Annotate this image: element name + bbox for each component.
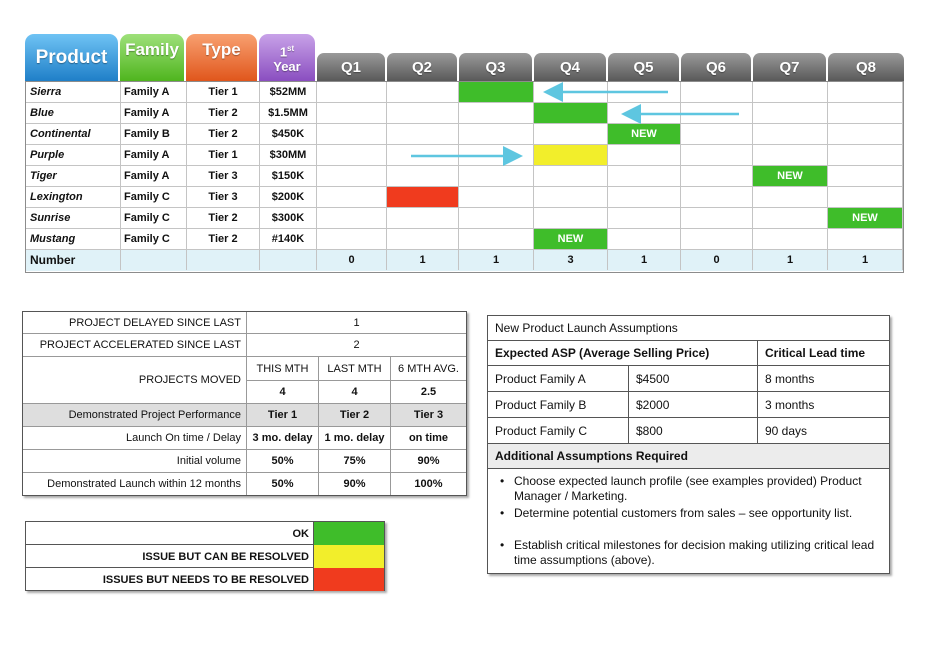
launch-tier-3: on time bbox=[391, 427, 466, 450]
bullet-2-text: Determine potential customers from sales – see opportunity list. bbox=[514, 506, 853, 520]
product-tier: Tier 1 bbox=[187, 82, 260, 102]
product-family: Family C bbox=[121, 187, 187, 207]
family-c-label: Product Family C bbox=[488, 418, 629, 444]
bullet-3 bbox=[500, 538, 880, 568]
arrows-layer bbox=[26, 82, 903, 272]
first-year-revenue: #140K bbox=[260, 229, 317, 249]
legend-ok-label: OK bbox=[26, 522, 314, 545]
roadmap-grid bbox=[25, 81, 904, 273]
product-family: Family C bbox=[121, 229, 187, 249]
status-cell-green: NEW bbox=[534, 229, 608, 249]
family-c-lead: 90 days bbox=[758, 418, 889, 444]
product-family: Family A bbox=[121, 82, 187, 102]
family-a-lead: 8 months bbox=[758, 366, 889, 392]
performance-table bbox=[22, 311, 467, 496]
tier-2: Tier 2 bbox=[319, 404, 391, 427]
legend-resolvable-label: ISSUE BUT CAN BE RESOLVED bbox=[26, 545, 314, 568]
product-tier: Tier 3 bbox=[187, 187, 260, 207]
volume-tier-2: 75% bbox=[319, 450, 391, 473]
product-name: Continental bbox=[26, 124, 121, 144]
status-cell-green: NEW bbox=[753, 166, 828, 186]
product-family: Family A bbox=[121, 145, 187, 165]
header-q7: Q7 bbox=[753, 53, 826, 81]
product-tier: Tier 2 bbox=[187, 229, 260, 249]
status-cell-green: NEW bbox=[828, 208, 903, 228]
quarter-total: 3 bbox=[534, 250, 608, 270]
product-family: Family A bbox=[121, 103, 187, 123]
bullet-3-text: Establish critical milestones for decision making utilizing critical lead time assumptions (above). bbox=[514, 538, 875, 567]
first-year-revenue: $30MM bbox=[260, 145, 317, 165]
header-year-num: 1 bbox=[279, 44, 288, 60]
product-name: Sunrise bbox=[26, 208, 121, 228]
product-name: Blue bbox=[26, 103, 121, 123]
product-family: Family B bbox=[121, 124, 187, 144]
product-name: Purple bbox=[26, 145, 121, 165]
header-q5: Q5 bbox=[608, 53, 679, 81]
quarter-total: 1 bbox=[608, 250, 681, 270]
product-tier: Tier 1 bbox=[187, 145, 260, 165]
additional-title: Additional Assumptions Required bbox=[488, 444, 889, 469]
lead-header: Critical Lead time bbox=[758, 341, 889, 366]
within-tier-1: 50% bbox=[247, 473, 319, 495]
launch-tier-1: 3 mo. delay bbox=[247, 427, 319, 450]
header-q2: Q2 bbox=[387, 53, 457, 81]
product-tier: Tier 2 bbox=[187, 208, 260, 228]
family-a-label: Product Family A bbox=[488, 366, 629, 392]
status-cell-green: NEW bbox=[608, 124, 681, 144]
status-legend bbox=[25, 521, 385, 591]
header-q4: Q4 bbox=[534, 53, 606, 81]
moved-header-this: THIS MTH bbox=[247, 357, 319, 381]
tier-1: Tier 1 bbox=[247, 404, 319, 427]
volume-label: Initial volume bbox=[23, 450, 247, 473]
first-year-revenue: $450K bbox=[260, 124, 317, 144]
header-type: Type bbox=[186, 34, 257, 81]
header-family: Family bbox=[120, 34, 184, 81]
header-first-year bbox=[259, 34, 315, 81]
within-tier-3: 100% bbox=[414, 478, 443, 490]
product-tier: Tier 2 bbox=[187, 124, 260, 144]
accelerated-label: PROJECT ACCELERATED SINCE LAST bbox=[23, 334, 247, 357]
header-q6: Q6 bbox=[681, 53, 751, 81]
moved-label: PROJECTS MOVED bbox=[23, 357, 247, 404]
header-product: Product bbox=[25, 34, 118, 81]
family-a-asp: $4500 bbox=[629, 366, 758, 392]
legend-green-swatch bbox=[314, 522, 384, 545]
legend-ok-row bbox=[26, 522, 384, 545]
moved-value-avg: 2.5 bbox=[391, 381, 466, 404]
legend-needs-label: ISSUES BUT NEEDS TO BE RESOLVED bbox=[26, 568, 314, 591]
volume-tier-3: 90% bbox=[391, 450, 466, 473]
launch-assumptions bbox=[487, 315, 890, 574]
product-family: Family C bbox=[121, 208, 187, 228]
product-name: Lexington bbox=[26, 187, 121, 207]
legend-needs-row bbox=[26, 568, 384, 591]
legend-red-swatch bbox=[314, 568, 384, 591]
first-year-revenue: $150K bbox=[260, 166, 317, 186]
bullet-dot: • bbox=[500, 506, 505, 520]
moved-value-last: 4 bbox=[319, 381, 391, 404]
volume-tier-1: 50% bbox=[247, 450, 319, 473]
totals-label: Number bbox=[26, 250, 121, 270]
delayed-label: PROJECT DELAYED SINCE LAST bbox=[23, 312, 247, 334]
delayed-value: 1 bbox=[247, 312, 466, 334]
assumptions-title: New Product Launch Assumptions bbox=[488, 316, 889, 341]
quarter-total: 1 bbox=[753, 250, 828, 270]
moved-value-this: 4 bbox=[247, 381, 319, 404]
quarter-total: 1 bbox=[459, 250, 534, 270]
quarter-total: 0 bbox=[681, 250, 753, 270]
family-b-label: Product Family B bbox=[488, 392, 629, 418]
first-year-revenue: $300K bbox=[260, 208, 317, 228]
header-q8: Q8 bbox=[828, 53, 904, 81]
bullet-1 bbox=[500, 474, 880, 504]
bullet-dot: • bbox=[500, 474, 505, 488]
family-b-lead: 3 months bbox=[758, 392, 889, 418]
product-name: Tiger bbox=[26, 166, 121, 186]
product-name: Sierra bbox=[26, 82, 121, 102]
header-q1: Q1 bbox=[317, 53, 385, 81]
within-tier-2: 90% bbox=[319, 473, 391, 495]
family-c-asp: $800 bbox=[629, 418, 758, 444]
tier-3: Tier 3 bbox=[391, 404, 466, 427]
first-year-revenue: $200K bbox=[260, 187, 317, 207]
bullet-2 bbox=[500, 506, 880, 521]
product-name: Mustang bbox=[26, 229, 121, 249]
within-label: Demonstrated Launch within 12 months bbox=[23, 473, 247, 495]
quarter-total: 1 bbox=[828, 250, 903, 270]
family-b-asp: $2000 bbox=[629, 392, 758, 418]
product-tier: Tier 2 bbox=[187, 103, 260, 123]
header-year-sup: st bbox=[287, 43, 295, 53]
bullet-dot: • bbox=[500, 538, 505, 552]
quarter-total: 0 bbox=[317, 250, 387, 270]
legend-resolvable-row bbox=[26, 545, 384, 568]
header-year-word: Year bbox=[273, 59, 301, 75]
product-tier: Tier 3 bbox=[187, 166, 260, 186]
quarter-total: 1 bbox=[387, 250, 459, 270]
perf-label: Demonstrated Project Performance bbox=[23, 404, 247, 427]
launch-tier-2: 1 mo. delay bbox=[319, 427, 391, 450]
bullet-1-text: Choose expected launch profile (see examples provided) Product Manager / Marketing. bbox=[514, 474, 862, 503]
first-year-revenue: $52MM bbox=[260, 82, 317, 102]
asp-header: Expected ASP (Average Selling Price) bbox=[488, 341, 758, 366]
launch-label: Launch On time / Delay bbox=[23, 427, 247, 450]
product-family: Family A bbox=[121, 166, 187, 186]
moved-header-last: LAST MTH bbox=[319, 357, 391, 381]
first-year-revenue: $1.5MM bbox=[260, 103, 317, 123]
accelerated-value: 2 bbox=[247, 334, 466, 357]
moved-header-avg: 6 MTH AVG. bbox=[391, 357, 466, 381]
legend-yellow-swatch bbox=[314, 545, 384, 568]
header-q3: Q3 bbox=[459, 53, 532, 81]
